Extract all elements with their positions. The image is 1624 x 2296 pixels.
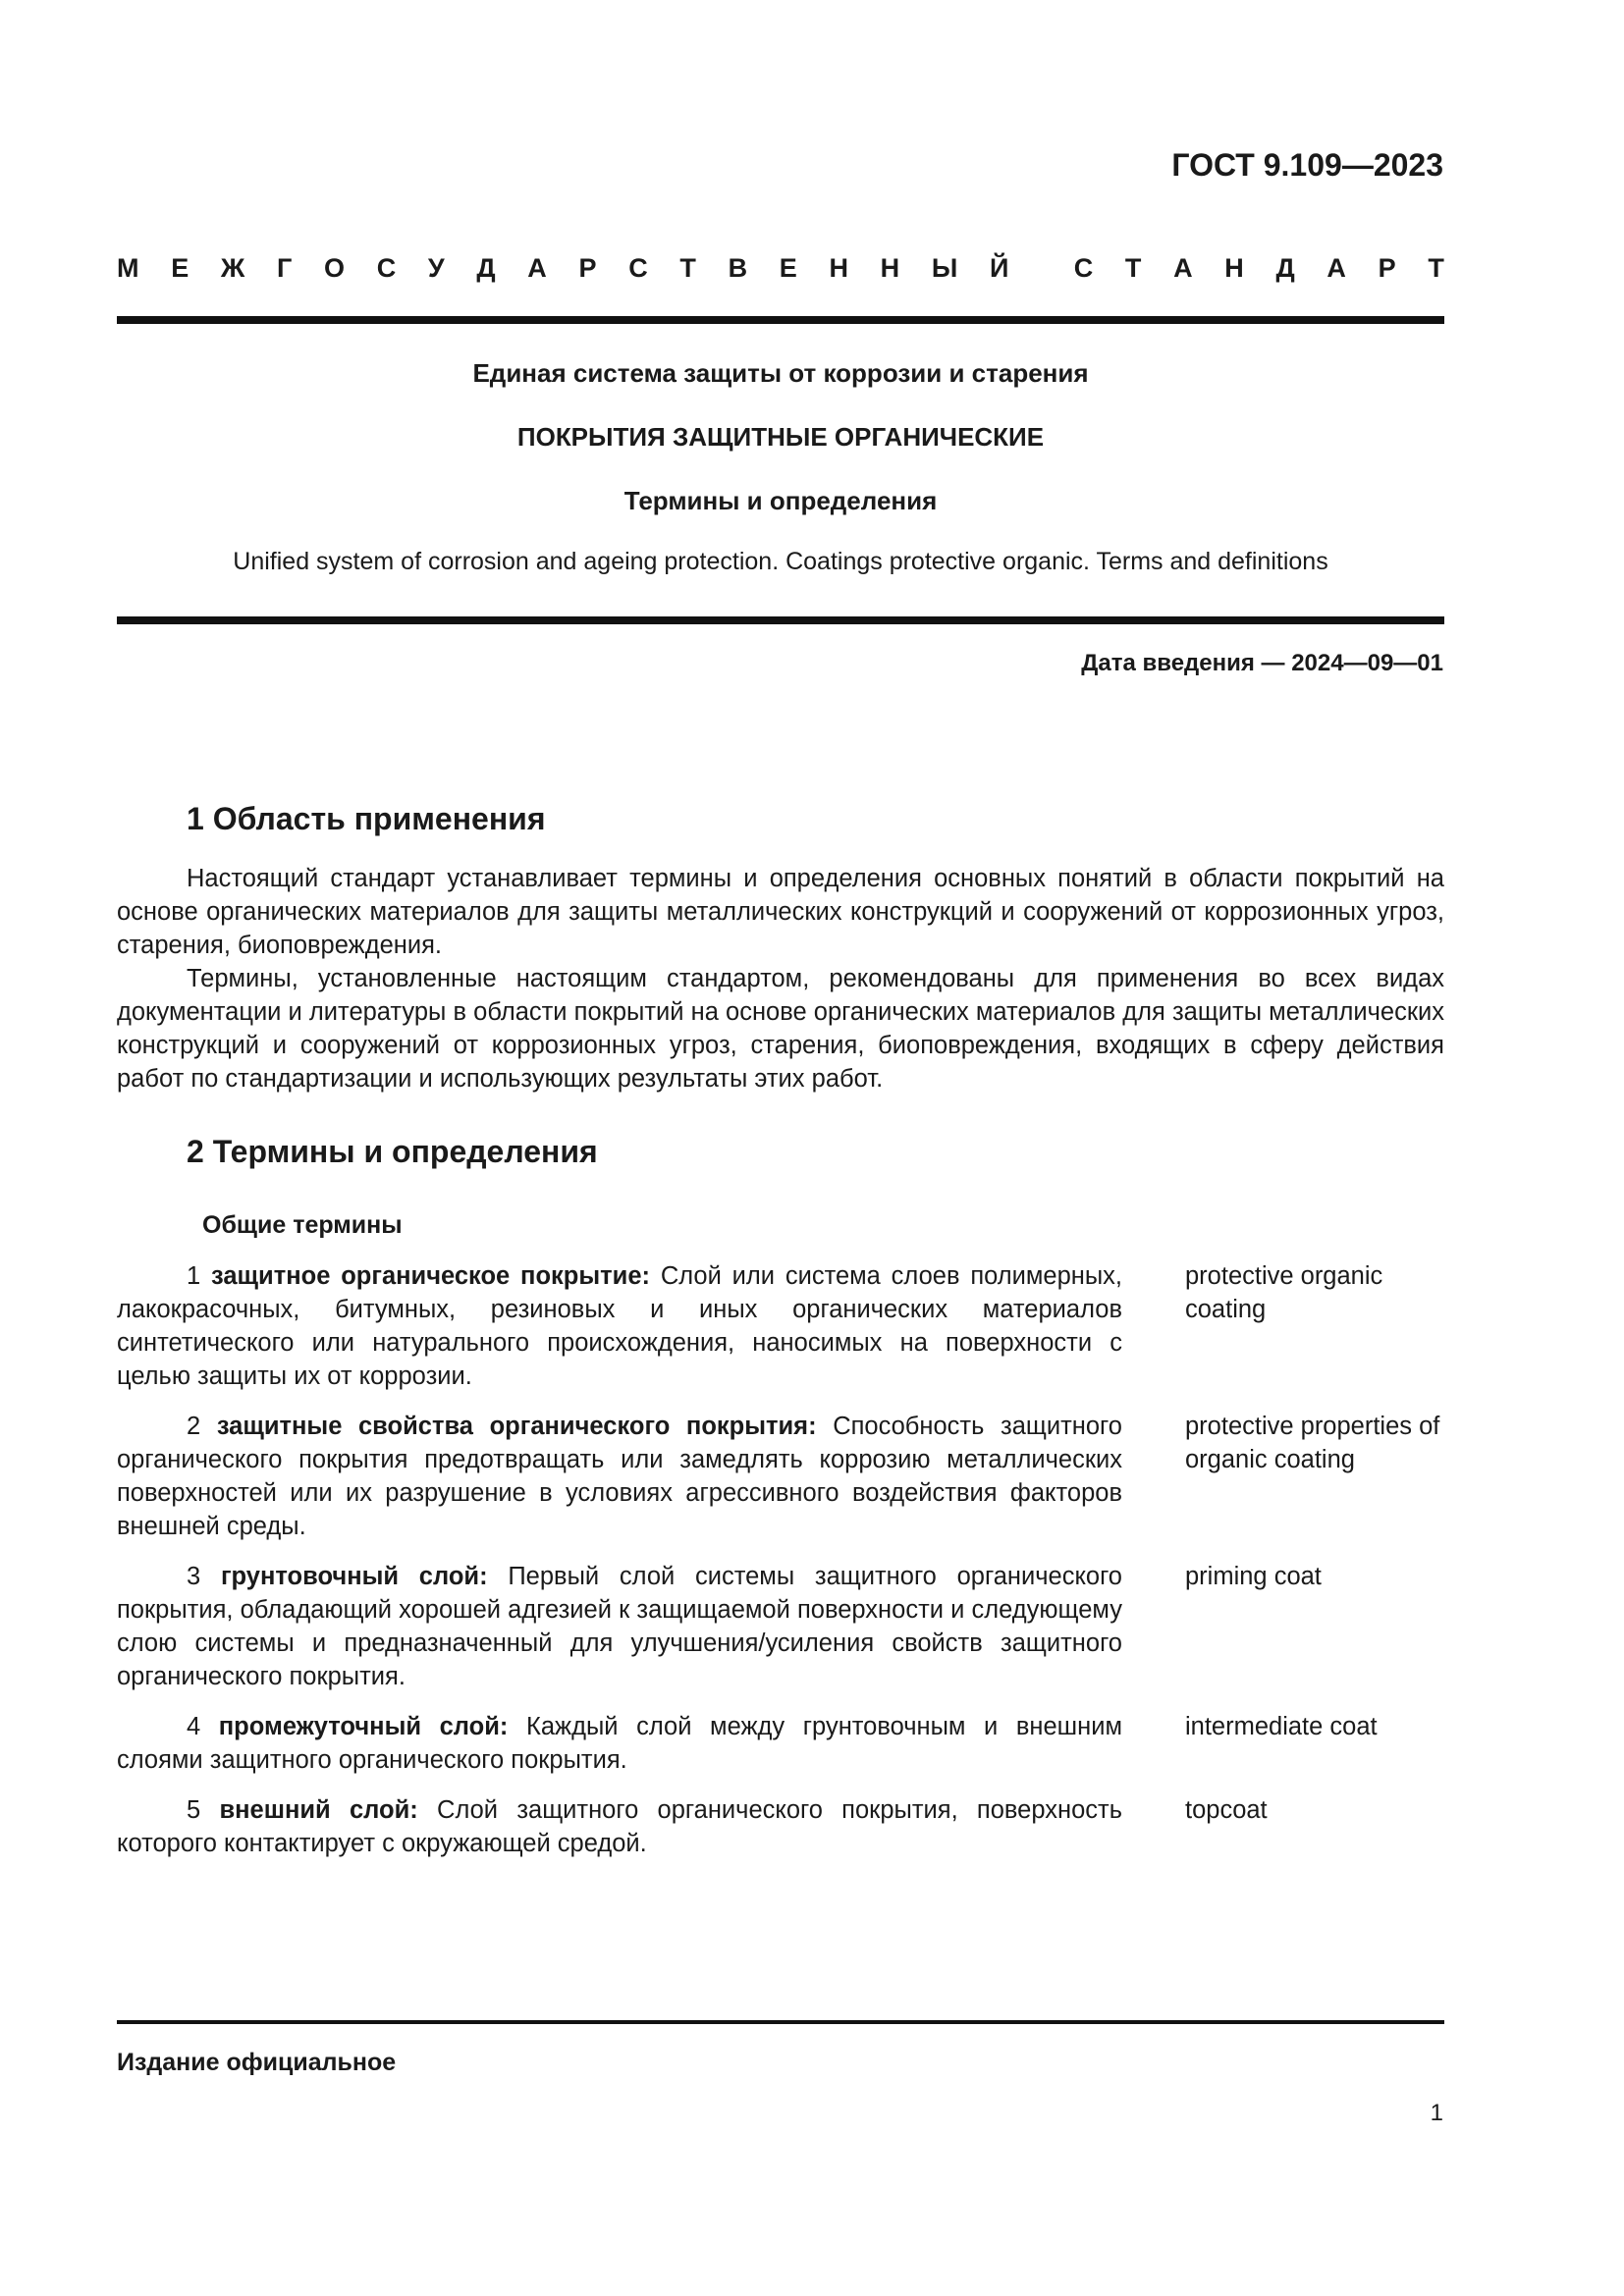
page-number: 1 [1430, 2100, 1443, 2126]
section2-heading: 2 Термины и определения [187, 1134, 598, 1169]
term-name: защитные свойства органического покрытия: [216, 1413, 817, 1440]
banner-letter: Т [1124, 253, 1142, 283]
banner-letter: А [1326, 253, 1346, 283]
banner-letter: Ы [931, 253, 958, 283]
term-entry [117, 1410, 1444, 1547]
header-rule [117, 316, 1444, 324]
document-code: ГОСТ 9.109—2023 [1171, 147, 1443, 183]
section1-paragraph: Настоящий стандарт устанавливает термины и определения основных понятий в области покрытий на основе органических материалов для защиты металлических конструкций и сооружений от коррозионных угроз, старения, биоповреждения. [117, 865, 1444, 959]
official-edition-label: Издание официальное [117, 2049, 397, 2076]
term-english-equivalent: protective properties of organic coating [1185, 1413, 1440, 1473]
term-name: грунтовочный слой: [220, 1563, 488, 1590]
banner-letter: Е [171, 253, 189, 283]
banner-letter: Д [476, 253, 496, 283]
banner-letter: Г [276, 253, 293, 283]
term-entry [117, 1710, 1444, 1781]
date-of-introduction: Дата введения — 2024—09—01 [1081, 650, 1443, 676]
term-entry [117, 1259, 1444, 1397]
interstate-standard-banner [117, 253, 1444, 284]
banner-letter: Н [880, 253, 900, 283]
term-english-equivalent: priming coat [1185, 1563, 1322, 1590]
banner-letter: В [728, 253, 748, 283]
title-rule [117, 616, 1444, 624]
term-name: внешний слой: [219, 1796, 418, 1824]
document-subtitle: Термины и определения [623, 486, 938, 515]
term-definition: 3 грунтовочный слой: Первый слой системы защитного органического покрытия, обладающий хорошей адгезией к защищаемой поверхности и следующему слою системы и предназначенный для улучшения/усиления свойств защитного органического покрытия. [117, 1563, 1122, 1690]
banner-letter: Ж [220, 253, 245, 283]
section1-heading: 1 Область применения [187, 801, 546, 836]
term-definition: 2 защитные свойства органического покрытия: Способность защитного органического покрытия предотвращать или замедлять коррозию металлических поверхностей или их разрушение в условиях агрессивного воздействия факторов внешней среды. [117, 1413, 1122, 1540]
term-english-equivalent: topcoat [1185, 1796, 1268, 1824]
banner-letter: С [1073, 253, 1094, 283]
standard-series: Единая система защиты от коррозии и старения [472, 358, 1089, 388]
banner-letter: С [628, 253, 648, 283]
banner-letter: М [117, 253, 139, 283]
term-entry [117, 1560, 1444, 1697]
banner-letter: Д [1275, 253, 1295, 283]
banner-letter: Й [989, 253, 1009, 283]
banner-letter: С [376, 253, 397, 283]
banner-letter: А [527, 253, 547, 283]
term-english-equivalent: intermediate coat [1185, 1713, 1378, 1740]
banner-letter: Т [679, 253, 696, 283]
term-entry [117, 1793, 1444, 1864]
general-terms-heading: Общие термины [202, 1211, 403, 1239]
banner-letter: У [427, 253, 445, 283]
section1-paragraph: Термины, установленные настоящим стандартом, рекомендованы для применения во всех видах документации и литературы в области покрытий на основе органических материалов для защиты металлических конструкций и сооружений от коррозионных угроз, старения, биоповреждения, входящих в сферу действия работ по стандартизации и использующих результаты этих работ. [117, 965, 1444, 1093]
document-title: ПОКРЫТИЯ ЗАЩИТНЫЕ ОРГАНИЧЕСКИЕ [516, 422, 1045, 452]
banner-letter: А [1173, 253, 1193, 283]
banner-letter: Т [1428, 253, 1444, 283]
banner-letter: Р [1378, 253, 1396, 283]
banner-letter: Н [1224, 253, 1244, 283]
term-definition: 5 внешний слой: Слой защитного органического покрытия, поверхность которого контактирует с окружающей средой. [117, 1796, 1122, 1857]
section1-body [117, 862, 1444, 1095]
term-definition: 4 промежуточный слой: Каждый слой между грунтовочным и внешним слоями защитного органического покрытия. [117, 1713, 1122, 1774]
term-definition: 1 защитное органическое покрытие: Слой или система слоев полимерных, лакокрасочных, битумных, резиновых и иных органических материалов синтетического или натурального происхождения, наносимых на поверхности с целью защиты их от коррозии. [117, 1262, 1123, 1390]
banner-letter: О [323, 253, 345, 283]
banner-letter: Н [829, 253, 848, 283]
footer-rule [117, 2020, 1444, 2024]
term-name: промежуточный слой: [218, 1713, 509, 1740]
term-name: защитное органическое покрытие: [211, 1262, 650, 1290]
banner-letter: Р [578, 253, 597, 283]
banner-word-gap [1041, 253, 1042, 284]
term-english-equivalent: protective organic coating [1185, 1262, 1383, 1323]
english-title: Unified system of corrosion and ageing protection. Coatings protective organic. Terms and definitions [233, 548, 1328, 575]
banner-letter: Е [779, 253, 797, 283]
